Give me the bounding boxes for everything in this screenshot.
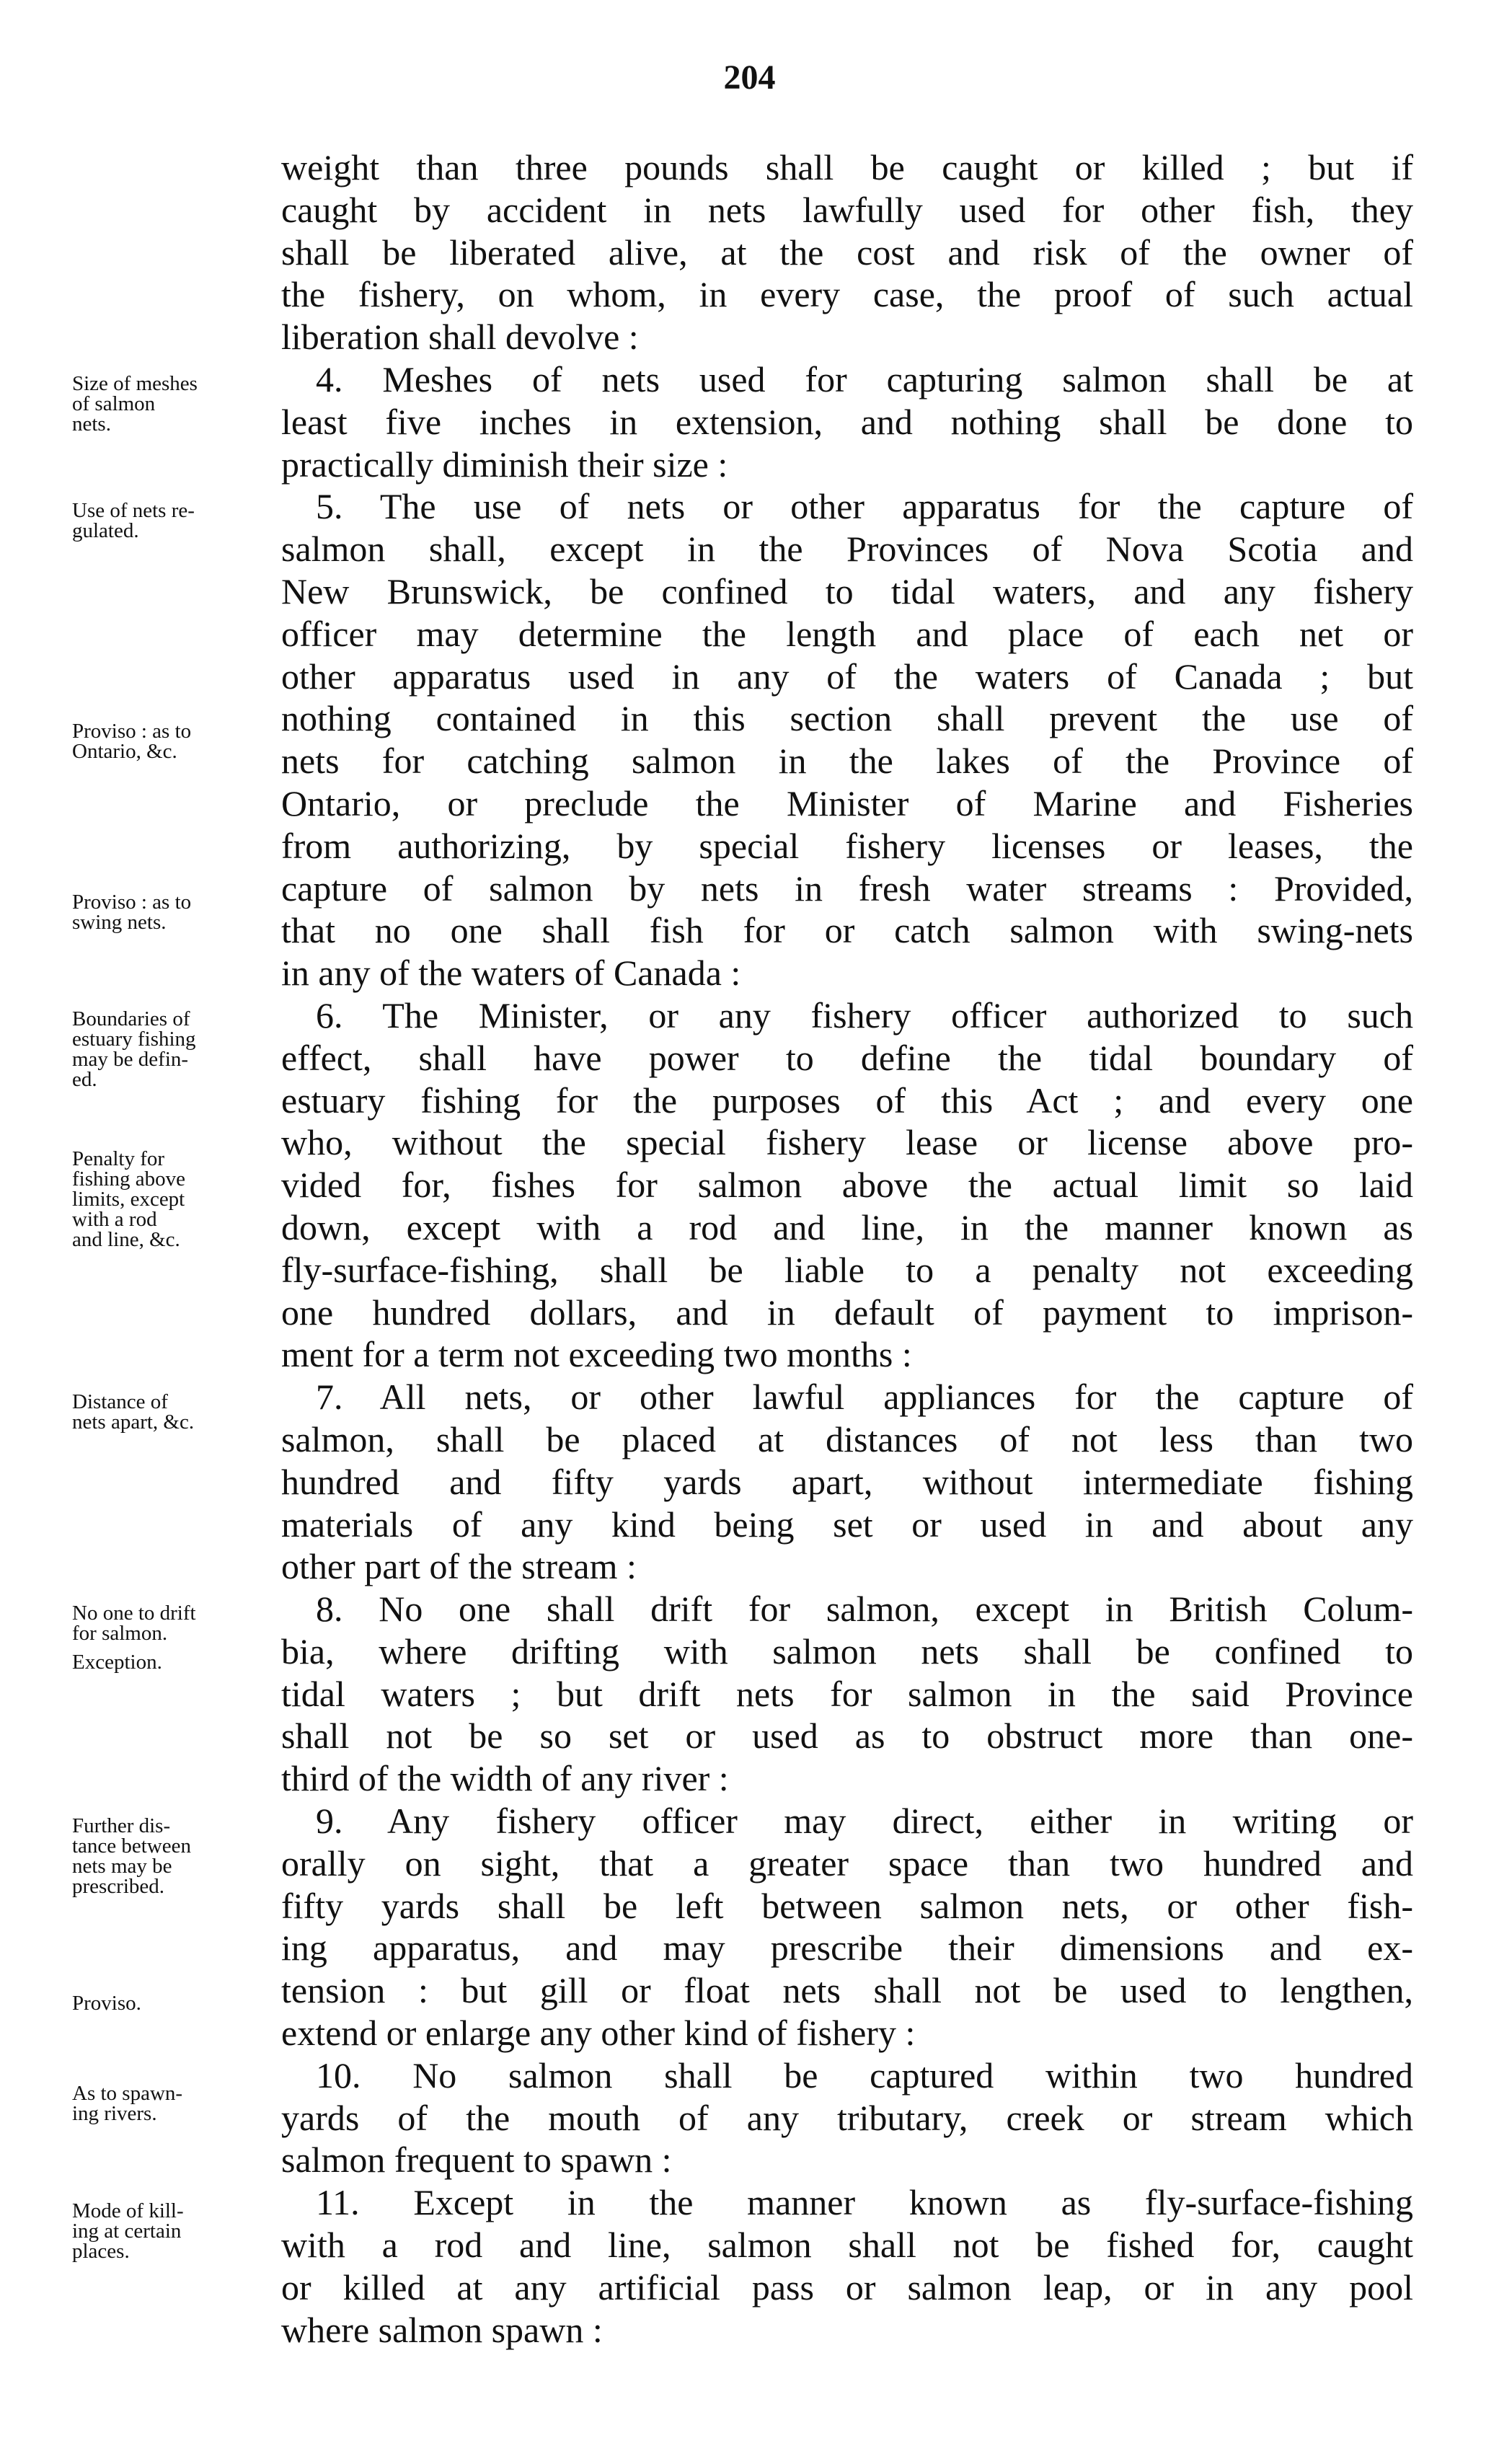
text-line: or killed at any artificial pass or salmon leap, or in any pool [281,2266,1413,2308]
text-line: tidal waters ; but drift nets for salmon in the said Province [281,1673,1413,1714]
text-line: salmon shall, except in the Provinces of Nova Scotia and [281,529,1413,570]
text-line: 6. The Minister, or any fishery officer authorized to such [316,994,1413,1036]
sidenote-spawning-rivers [72,2083,274,2124]
text-line: shall be liberated alive, at the cost and risk of the owner of [281,231,1413,273]
sidenote-line: nets apart, &c. [72,1410,195,1434]
text-line: salmon frequent to spawn : [281,2140,672,2181]
sidenote-line: Ontario, &c. [72,740,177,763]
text-line: ing apparatus, and may prescribe their dimensions and ex- [281,1928,1413,1969]
text-line: Ontario, or preclude the Minister of Marine and Fisheries [281,782,1413,823]
text-line: yards of the mouth of any tributary, creek or stream which [281,2097,1413,2138]
sidenote-line: Mode of kill- [72,2199,184,2222]
sidenote-further-distance [72,1816,274,1896]
sidenote-size-of-meshes [72,374,274,434]
text-line: New Brunswick, be confined to tidal waters, and any fishery [281,570,1413,611]
sidenote-line: Distance of [72,1390,168,1413]
sidenote-line: fishing above [72,1167,186,1191]
text-line: 5. The use of nets or other apparatus for the capture of [316,486,1413,527]
text-line: liberation shall devolve : [281,317,639,358]
text-line: bia, where drifting with salmon nets shall be confined to [281,1630,1413,1672]
sidenote-line: Proviso : as to [72,891,192,914]
text-line: nothing contained in this section shall prevent the use of [281,698,1413,739]
page-number: 204 [723,58,776,97]
sidenote-exception [72,1652,274,1672]
sidenote-line: and line, &c. [72,1228,180,1251]
sidenote-line: As to spawn- [72,2082,183,2105]
sidenote-line: places. [72,2240,130,2263]
text-line: fifty yards shall be left between salmon nets, or other fish- [281,1885,1413,1926]
text-line: 10. No salmon shall be captured within two hundred [316,2054,1413,2096]
sidenote-line: swing nets. [72,911,167,934]
sidenote-boundaries [72,1009,274,1090]
sidenote-line: for salmon. [72,1622,168,1645]
sidenote-no-one-to-drift [72,1603,274,1643]
sidenote-line: Further dis- [72,1814,171,1837]
sidenote-mode-of-killing [72,2201,274,2261]
sidenote-line: Size of meshes [72,372,198,395]
text-line: 8. No one shall drift for salmon, except in British Colum- [316,1589,1413,1630]
text-line: other apparatus used in any of the waters of Canada ; but [281,655,1413,697]
text-line: extend or enlarge any other kind of fishery : [281,2013,916,2054]
body-text [281,146,1413,2351]
text-line: where salmon spawn : [281,2309,603,2350]
text-line: fly-surface-fishing, shall be liable to a penalty not exceeding [281,1249,1413,1290]
text-line: tension : but gill or float nets shall not be used to lengthen, [281,1970,1413,2011]
text-line: ment for a term not exceeding two months : [281,1334,912,1375]
text-line: effect, shall have power to define the tidal boundary of [281,1037,1413,1078]
text-line: officer may determine the length and place of each net or [281,613,1413,654]
sidenote-line: Proviso : as to [72,720,192,743]
text-line: estuary fishing for the purposes of this Act ; and every one [281,1079,1413,1121]
sidenote-line: ing rivers. [72,2102,157,2125]
sidenote-penalty [72,1149,274,1250]
text-line: weight than three pounds shall be caught or killed ; but if [281,147,1413,187]
sidenote-line: Exception. [72,1651,162,1674]
sidenote-line: nets. [72,412,111,436]
sidenote-line: Boundaries of [72,1007,190,1030]
text-line: that no one shall fish for or catch salmon with swing-nets [281,910,1413,951]
sidenote-line: Use of nets re- [72,499,195,522]
sidenote-line: limits, except [72,1188,185,1211]
text-line: 9. Any fishery officer may direct, either in writing or [316,1801,1413,1842]
text-line: materials of any kind being set or used in and about any [281,1503,1413,1545]
text-line: who, without the special fishery lease or license above pro- [281,1122,1413,1163]
text-line: with a rod and line, salmon shall not be fished for, caught [281,2225,1413,2266]
text-line: third of the width of any river : [281,1758,729,1799]
sidenote-line: estuary fishing [72,1028,196,1051]
sidenote-use-of-nets [72,500,274,541]
text-line: the fishery, on whom, in every case, the proof of such actual [281,274,1413,315]
text-line: least five inches in extension, and nothing shall be done to [281,401,1413,442]
text-line: from authorizing, by special fishery licenses or leases, the [281,825,1413,866]
text-line: 11. Except in the manner known as fly-surface-fishing [316,2182,1413,2223]
sidenote-proviso-swing-nets [72,892,274,932]
text-line: nets for catching salmon in the lakes of the Province of [281,741,1413,782]
sidenote-line: ed. [72,1068,97,1091]
text-line: orally on sight, that a greater space than two hundred and [281,1842,1413,1884]
sidenote-line: prescribed. [72,1875,165,1898]
text-line: hundred and fifty yards apart, without intermediate fishing [281,1461,1413,1502]
sidenote-distance-of-nets [72,1392,274,1432]
sidenote-line: tance between [72,1834,192,1858]
sidenote-line: ing at certain [72,2220,182,2243]
text-line: capture of salmon by nets in fresh water streams : Provided, [281,867,1413,909]
sidenote-line: No one to drift [72,1602,196,1625]
text-line: caught by accident in nets lawfully used for other fish, they [281,189,1413,230]
text-line: practically diminish their size : [281,443,728,485]
text-line: 7. All nets, or other lawful appliances for the capture of [316,1377,1413,1418]
sidenote-line: Proviso. [72,1992,141,2015]
text-line: other part of the stream : [281,1546,637,1587]
sidenote-line: gulated. [72,519,139,542]
sidenote-line: nets may be [72,1855,172,1878]
text-line: down, except with a rod and line, in the manner known as [281,1206,1413,1248]
text-line: salmon, shall be placed at distances of not less than two [281,1418,1413,1460]
sidenote-proviso-ontario [72,721,274,761]
text-line: in any of the waters of Canada : [281,953,741,994]
sidenote-line: of salmon [72,392,156,415]
text-line: shall not be so set or used as to obstruct more than one- [281,1715,1413,1757]
sidenote-proviso [72,1993,274,2013]
text-line: 4. Meshes of nets used for capturing salmon shall be at [316,358,1413,399]
text-line: vided for, fishes for salmon above the actual limit so laid [281,1165,1413,1206]
sidenote-line: Penalty for [72,1147,165,1170]
sidenote-line: with a rod [72,1208,157,1231]
sidenote-line: may be defin- [72,1048,189,1071]
text-line: one hundred dollars, and in default of payment to imprison- [281,1291,1413,1333]
